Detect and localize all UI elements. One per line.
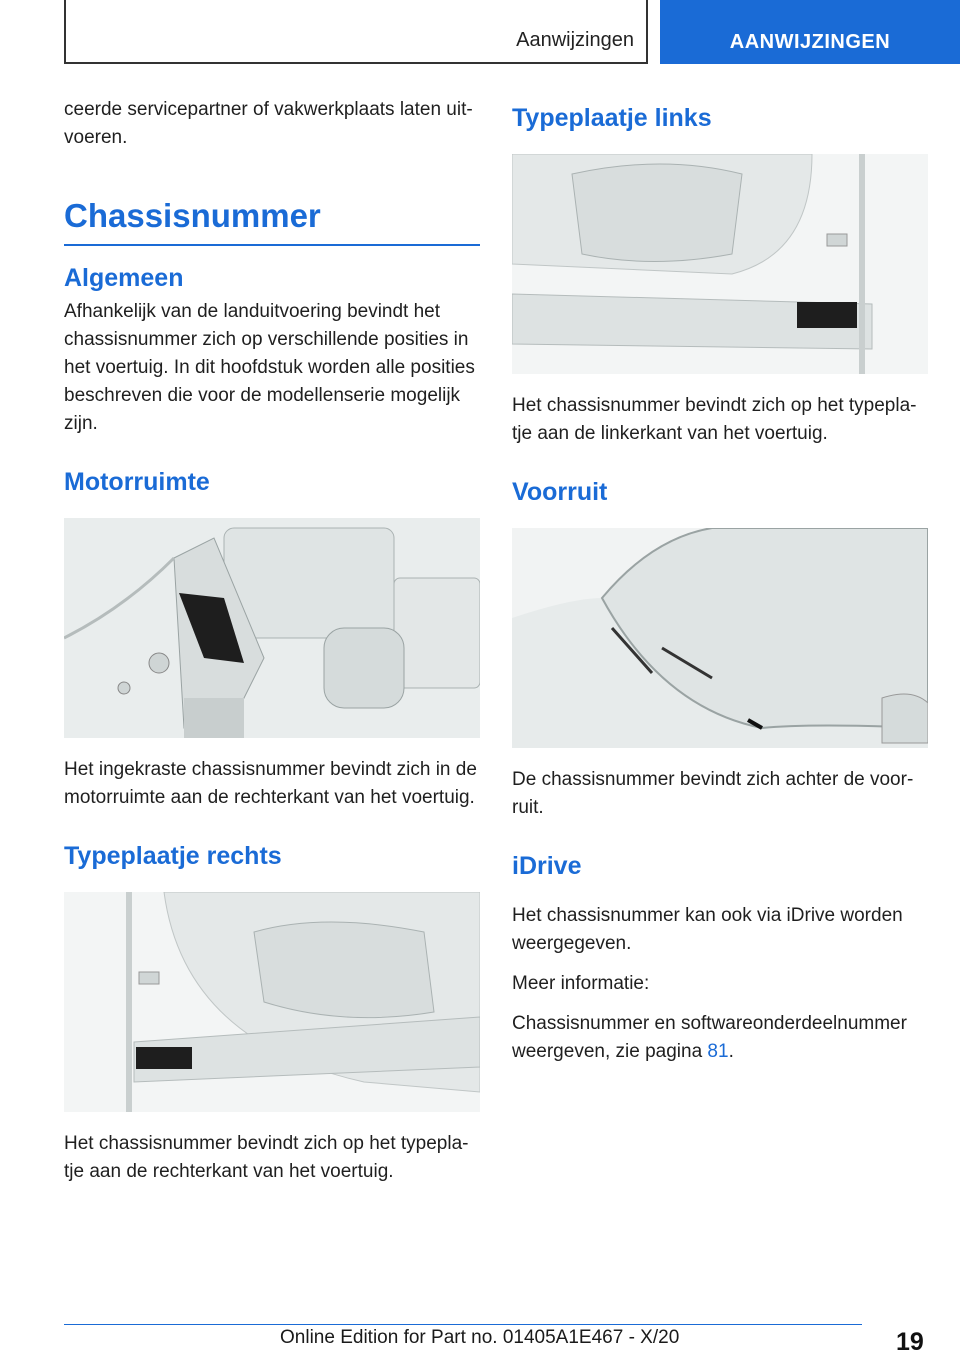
- page-link-81[interactable]: 81: [707, 1041, 729, 1062]
- header-chapter-tab[interactable]: AANWIJZINGEN: [660, 0, 960, 64]
- cross-reference: [512, 1010, 928, 1066]
- cross-reference-text: Chassisnummer en softwareonderdeelnummer weergeven, zie pagina: [512, 1013, 907, 1062]
- intro-paragraph: Afhankelijk van de landuitvoering bevindt het chassisnummer zich op verschillende posities in het voertuig. In dit hoofdstuk worden alle posities beschreven die voor de modellenserie mogelijk zijn.: [64, 301, 475, 434]
- more-info-label: Meer informatie:: [512, 973, 650, 994]
- windshield-caption: De chassisnummer bevindt zich achter de voor-ruit.: [512, 769, 914, 818]
- right-column: [512, 96, 928, 1078]
- idrive-text: Het chassisnummer kan ook via iDrive worden weergegeven.: [512, 905, 903, 954]
- heading-nameplate-left: Typeplaatje links: [512, 104, 712, 132]
- header-frame: [64, 0, 648, 64]
- page-number: 19: [896, 1328, 924, 1356]
- left-column: [64, 96, 480, 1198]
- continued-text: ceerde servicepartner of vakwerkplaats laten uit-voeren.: [64, 99, 473, 148]
- engine-compartment-image: [64, 518, 480, 738]
- footer-divider: [64, 1324, 862, 1325]
- nameplate-right-caption: Het chassisnummer bevindt zich op het typepla-tje aan de rechterkant van het voertuig.: [64, 1133, 469, 1182]
- chapter-heading: Chassisnummer: [64, 196, 480, 246]
- cross-reference-end: .: [728, 1041, 734, 1062]
- header-section-title: Aanwijzingen: [516, 29, 634, 51]
- engine-compartment-caption: Het ingekraste chassisnummer bevindt zich in de motorruimte aan de rechterkant van het voertuig.: [64, 759, 477, 808]
- heading-windshield: Voorruit: [512, 478, 608, 506]
- heading-idrive: iDrive: [512, 852, 582, 880]
- heading-engine-compartment: Motorruimte: [64, 468, 210, 496]
- nameplate-right-image: [64, 892, 480, 1112]
- nameplate-left-caption: Het chassisnummer bevindt zich op het typepla-tje aan de linkerkant van het voertuig.: [512, 395, 917, 444]
- footer-edition: Online Edition for Part no. 01405A1E467 - X/20: [280, 1327, 680, 1348]
- heading-nameplate-right: Typeplaatje rechts: [64, 842, 282, 870]
- section-heading-general: Algemeen: [64, 264, 184, 292]
- nameplate-left-image: [512, 154, 928, 374]
- windshield-image: [512, 528, 928, 748]
